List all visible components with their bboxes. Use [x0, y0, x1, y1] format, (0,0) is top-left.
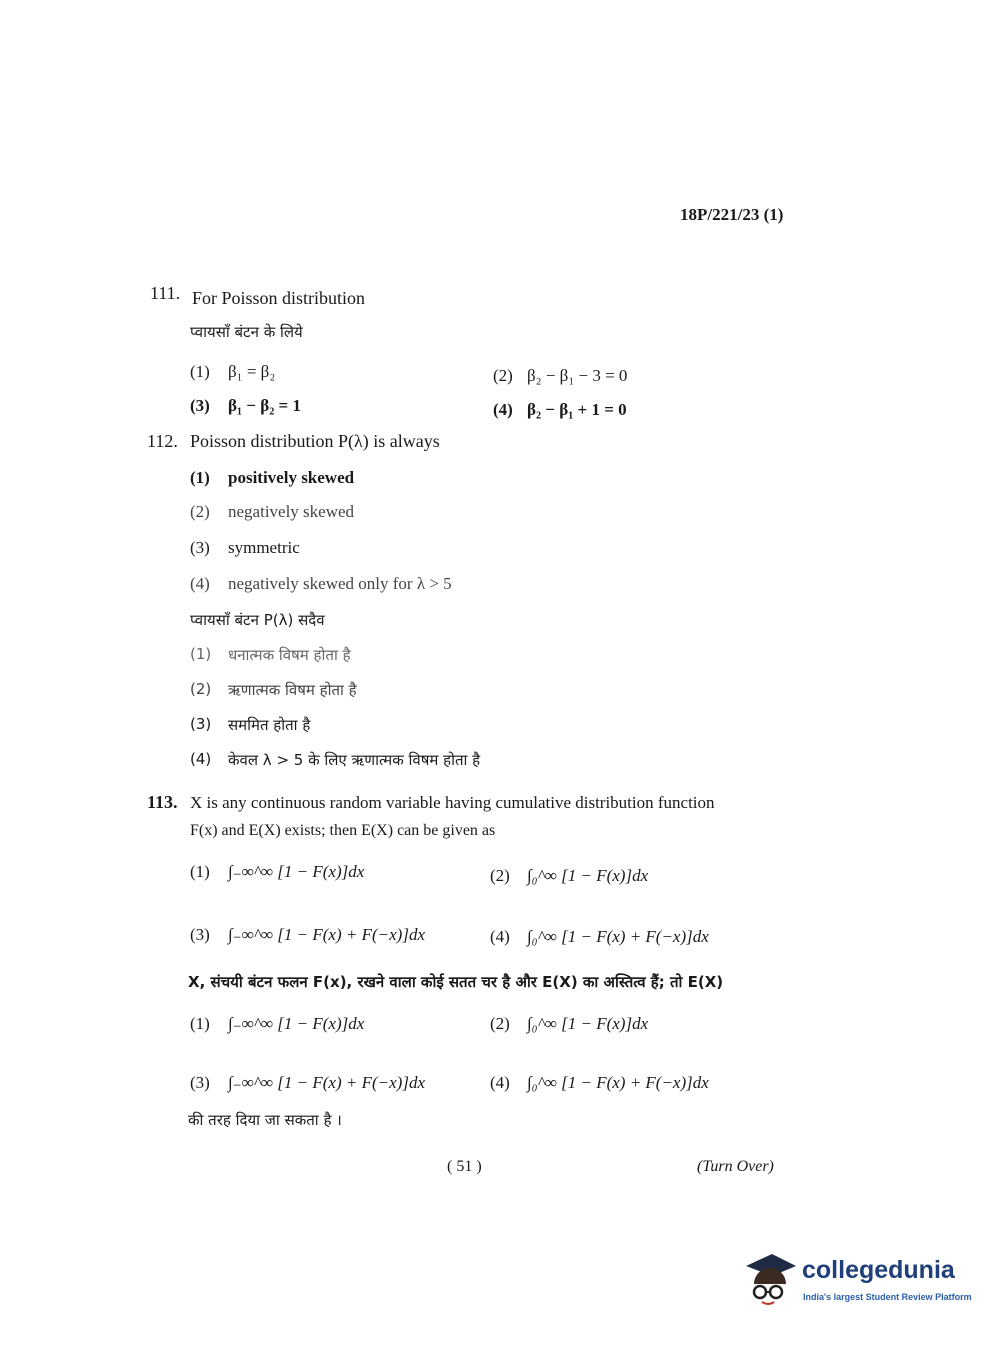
q113-option-3-text: ∫₋∞^∞ [1 − F(x) + F(−x)]dx [228, 925, 425, 944]
q113-option-2-label: (2) [490, 866, 510, 885]
q112-hi-option-2-text: ऋणात्मक विषम होता है [228, 681, 357, 699]
q112-hi-option-4-label: (4) [190, 750, 212, 768]
mascot-icon [742, 1250, 798, 1312]
question-113-text-hindi-end: की तरह दिया जा सकता है । [188, 1111, 342, 1129]
page-number: ( 51 ) [447, 1158, 482, 1175]
q112-hi-option-4-text: केवल λ > 5 के लिए ऋणात्मक विषम होता है [228, 751, 481, 769]
q111-option-3-label: (3) [190, 396, 210, 415]
q111-option-2-label: (2) [493, 366, 513, 385]
q111-option-1-text: β₁ = β₂ [228, 362, 276, 381]
q113-option-2-text: ∫₀^∞ [1 − F(x)]dx [527, 866, 649, 885]
q111-option-4-text: β₂ − β₁ + 1 = 0 [527, 400, 627, 419]
q112-option-1-label: (1) [190, 468, 210, 487]
question-112-number: 112. [147, 431, 178, 451]
q112-option-4-text: negatively skewed only for λ > 5 [228, 574, 452, 593]
q112-hi-option-1-text: धनात्मक विषम होता है [228, 646, 351, 664]
q113-option-4-label: (4) [490, 927, 510, 946]
q112-hi-option-1-label: (1) [190, 645, 212, 663]
q112-option-2-text: negatively skewed [228, 502, 355, 521]
q113-option-1-label: (1) [190, 862, 210, 881]
q112-option-4-label: (4) [190, 574, 210, 593]
q113-hi-option-2-label: (2) [490, 1014, 510, 1033]
question-113-text-line1: X is any continuous random variable having cumulative distribution function [190, 793, 715, 812]
question-111-text: For Poisson distribution [192, 288, 366, 308]
question-113-text-hindi: X, संचयी बंटन फलन F(x), रखने वाला कोई सतत चर है और E(X) का अस्तित्व हैं; तो E(X) [188, 973, 724, 991]
brand-tagline: India's largest Student Review Platform [803, 1292, 972, 1302]
q113-option-4-text: ∫₀^∞ [1 − F(x) + F(−x)]dx [527, 927, 709, 946]
q112-option-3-text: symmetric [228, 538, 300, 557]
brand-name: collegedunia [802, 1256, 955, 1284]
turn-over-note: (Turn Over) [697, 1158, 774, 1175]
question-112-text-hindi: प्वायसाँ बंटन P(λ) सदैव [190, 611, 325, 629]
q113-hi-option-3-label: (3) [190, 1073, 210, 1092]
question-113-text-line2: F(x) and E(X) exists; then E(X) can be given as [190, 822, 496, 839]
q112-option-3-label: (3) [190, 538, 210, 557]
q111-option-2-text: β₂ − β₁ − 3 = 0 [527, 366, 628, 385]
q111-option-3-text: β₁ − β₂ = 1 [228, 396, 301, 415]
q113-hi-option-3-text: ∫₋∞^∞ [1 − F(x) + F(−x)]dx [228, 1073, 425, 1092]
q112-hi-option-2-label: (2) [190, 680, 212, 698]
q113-option-3-label: (3) [190, 925, 210, 944]
question-113-number: 113. [147, 792, 178, 812]
q111-option-1-label: (1) [190, 362, 210, 381]
q113-option-1-text: ∫₋∞^∞ [1 − F(x)]dx [228, 862, 365, 881]
q113-hi-option-1-label: (1) [190, 1014, 210, 1033]
q112-hi-option-3-label: (3) [190, 715, 212, 733]
paper-code: 18P/221/23 (1) [680, 205, 784, 224]
q111-option-4-label: (4) [493, 400, 513, 419]
q113-hi-option-4-text: ∫₀^∞ [1 − F(x) + F(−x)]dx [527, 1073, 709, 1092]
q113-hi-option-2-text: ∫₀^∞ [1 − F(x)]dx [527, 1014, 649, 1033]
q112-hi-option-3-text: सममित होता है [228, 716, 311, 734]
q112-option-1-text: positively skewed [228, 468, 355, 487]
question-111-number: 111. [150, 283, 181, 303]
q113-hi-option-1-text: ∫₋∞^∞ [1 − F(x)]dx [228, 1014, 365, 1033]
collegedunia-logo [742, 1250, 972, 1320]
question-111-text-hindi: प्वायसाँ बंटन के लिये [190, 323, 303, 341]
q112-option-2-label: (2) [190, 502, 210, 521]
question-112-text: Poisson distribution P(λ) is always [190, 431, 440, 451]
q113-hi-option-4-label: (4) [490, 1073, 510, 1092]
